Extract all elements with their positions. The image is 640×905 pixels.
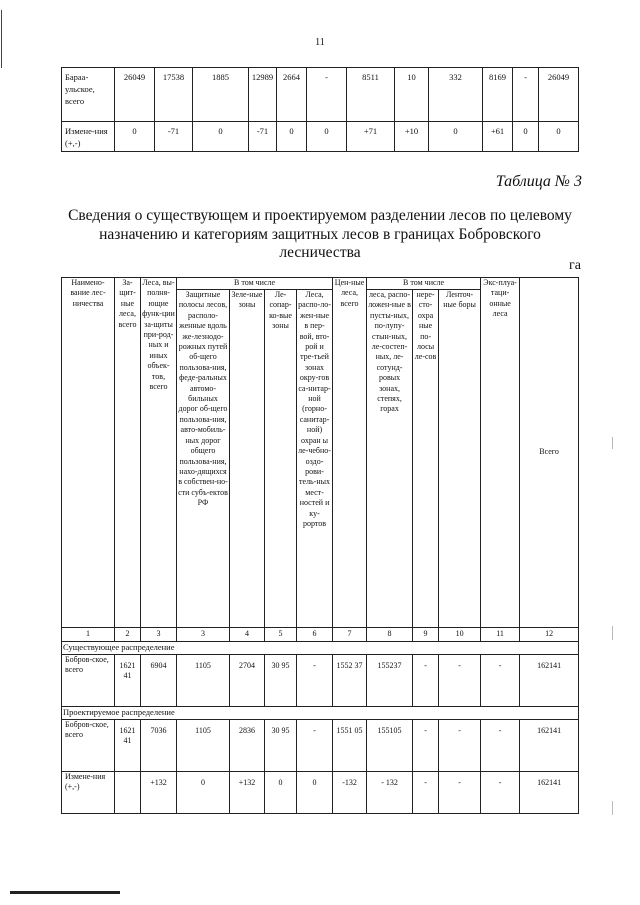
table-cell: -132 xyxy=(333,772,367,814)
table-cell: 6904 xyxy=(141,655,177,707)
table-cell: 0 xyxy=(115,122,155,152)
continued-table xyxy=(61,67,579,152)
table-cell: - xyxy=(439,655,481,707)
table-cell: - xyxy=(439,720,481,772)
scan-bottom-bar xyxy=(10,891,120,894)
table-row xyxy=(62,122,579,152)
section-title: Проектируемое распределение xyxy=(62,707,579,720)
table-cell: 162141 xyxy=(520,772,579,814)
table-cell: 1621 41 xyxy=(115,655,141,707)
table-cell: 332 xyxy=(429,68,483,122)
table-cell: 0 xyxy=(539,122,579,152)
row-name-cell: Бобров-ское, всего xyxy=(62,655,115,707)
table-cell: 8511 xyxy=(347,68,395,122)
table-cell: 2664 xyxy=(277,68,307,122)
column-number-cell: 11 xyxy=(481,628,520,642)
table-label: Таблица № 3 xyxy=(495,173,582,190)
table-cell: +132 xyxy=(230,772,265,814)
table-cell: 8169 xyxy=(483,68,513,122)
section-row xyxy=(62,707,579,720)
section-title: Существующее распределение xyxy=(62,642,579,655)
table-cell: +132 xyxy=(141,772,177,814)
table-cell: 1105 xyxy=(177,655,230,707)
table-cell: - xyxy=(297,655,333,707)
header-including-group-2: В том числе xyxy=(367,278,481,290)
column-number-cell: 9 xyxy=(413,628,439,642)
column-number-cell: 10 xyxy=(439,628,481,642)
table-cell: 2836 xyxy=(230,720,265,772)
column-number-cell: 2 xyxy=(115,628,141,642)
table-cell: 17538 xyxy=(155,68,193,122)
unit-label: га xyxy=(569,258,581,273)
table-cell: +10 xyxy=(395,122,429,152)
column-number-row xyxy=(62,628,579,642)
table-cell: - xyxy=(413,655,439,707)
table-cell: - xyxy=(307,68,347,122)
table-cell: 0 xyxy=(297,772,333,814)
table-cell: 30 95 xyxy=(265,720,297,772)
table-cell: 0 xyxy=(277,122,307,152)
header-forest-park-zones: Ле-сопар-ко-вые зоны xyxy=(265,290,297,628)
table-cell: 1885 xyxy=(193,68,249,122)
table-cell: 30 95 xyxy=(265,655,297,707)
header-sanitary-zones: Леса, распо-ло-жен-ные в пер-вой, вто-рой и тре-тьей зонах окру-гов са-нитар-ной (горно-санитар-ной) охран ы ле-чебно-оздо-рови-тель-ных мест-ностей и ку-рортов xyxy=(297,290,333,628)
table-row xyxy=(62,772,579,814)
row-name-cell: Измене-ния (+,-) xyxy=(62,772,115,814)
table-cell: 1552 37 xyxy=(333,655,367,707)
table-cell: - xyxy=(481,772,520,814)
table-row xyxy=(62,720,579,772)
table-cell: 162141 xyxy=(520,655,579,707)
table-cell: 12989 xyxy=(249,68,277,122)
table-title: Сведения о существующем и проектируемом разделении лесов по целевому назначению и категориям защитных лесов в границах Бобровского лесничества xyxy=(68,207,572,261)
table-cell: - xyxy=(297,720,333,772)
table-cell: 1105 xyxy=(177,720,230,772)
header-total: Всего xyxy=(520,278,579,628)
column-number-cell: 1 xyxy=(62,628,115,642)
table-cell: 26049 xyxy=(115,68,155,122)
column-number-cell: 4 xyxy=(230,628,265,642)
header-desert-steppe: леса, распо-ложен-ные в пусты-ных, по-лупу-стын-ных, ле-состеп-ных, ле-сотунд-ровых зонах, степях, горах xyxy=(367,290,413,628)
table-cell: 155105 xyxy=(367,720,413,772)
table-cell: 162141 xyxy=(520,720,579,772)
table-cell: - xyxy=(481,655,520,707)
table-cell: 0 xyxy=(177,772,230,814)
header-protective-strips: Защитные полосы лесов, располо-женные вдоль же-лезнодо-рожных путей об-щего пользова-ния, феде-ральных автомо-бильных дорог об-щего пользова-ния, авто-мобиль-ных дорог общего пользова-ния, нахо-дящихся в собствен-но-сти субъ-ектов РФ xyxy=(177,290,230,628)
column-number-cell: 3 xyxy=(177,628,230,642)
header-forestry-name: Наимено-вание лес-ничества xyxy=(62,278,115,628)
table-cell: 0 xyxy=(265,772,297,814)
table-cell: - xyxy=(513,68,539,122)
table-cell: +61 xyxy=(483,122,513,152)
table-cell: +71 xyxy=(347,122,395,152)
table-cell: 1551 05 xyxy=(333,720,367,772)
table-cell: 0 xyxy=(193,122,249,152)
scan-artifact xyxy=(612,801,613,815)
table-cell: - xyxy=(481,720,520,772)
table-cell: 26049 xyxy=(539,68,579,122)
table-cell: 10 xyxy=(395,68,429,122)
row-name-cell: Бараа-ульское, всего xyxy=(62,68,115,122)
table-cell: 0 xyxy=(429,122,483,152)
column-number-cell: 12 xyxy=(520,628,579,642)
table-cell: 0 xyxy=(307,122,347,152)
table-cell: 7036 xyxy=(141,720,177,772)
scan-artifact xyxy=(612,437,613,449)
header-spawning-strips: нере-сто-охра ные по-лосы ле-сов xyxy=(413,290,439,628)
section-row xyxy=(62,642,579,655)
row-name-cell: Измене-ния (+,-) xyxy=(62,122,115,152)
table-row xyxy=(62,68,579,122)
table-row xyxy=(62,655,579,707)
table-cell: - xyxy=(413,720,439,772)
page-number: 11 xyxy=(315,37,325,48)
table-cell: 2704 xyxy=(230,655,265,707)
column-number-cell: 5 xyxy=(265,628,297,642)
table-cell: 1621 41 xyxy=(115,720,141,772)
table-cell: 155237 xyxy=(367,655,413,707)
table-cell: - 132 xyxy=(367,772,413,814)
header-exploitation: Экс-плуа-таци-онные леса xyxy=(481,278,520,628)
table-cell: -71 xyxy=(155,122,193,152)
column-number-cell: 8 xyxy=(367,628,413,642)
column-number-cell: 3 xyxy=(141,628,177,642)
table-cell: 0 xyxy=(513,122,539,152)
header-green-zones: Зеле-ные зоны xyxy=(230,290,265,628)
header-ribbon-pine: Ленточ-ные боры xyxy=(439,290,481,628)
header-protective-total: За-щит-ные леса, всего xyxy=(115,278,141,628)
column-number-cell: 6 xyxy=(297,628,333,642)
header-protection-functions: Леса, вы-полня-ющие функ-ции за-щиты при-род-ных и иных объек-тов, всего xyxy=(141,278,177,628)
scan-artifact xyxy=(612,626,613,640)
table-cell: - xyxy=(413,772,439,814)
table-cell: -71 xyxy=(249,122,277,152)
header-valuable-total: Цен-ные леса, всего xyxy=(333,278,367,628)
main-table xyxy=(61,277,579,814)
column-number-cell: 7 xyxy=(333,628,367,642)
table-cell xyxy=(115,772,141,814)
table-cell: - xyxy=(439,772,481,814)
header-including-group-1: В том числе xyxy=(177,278,333,290)
row-name-cell: Бобров-ское, всего xyxy=(62,720,115,772)
